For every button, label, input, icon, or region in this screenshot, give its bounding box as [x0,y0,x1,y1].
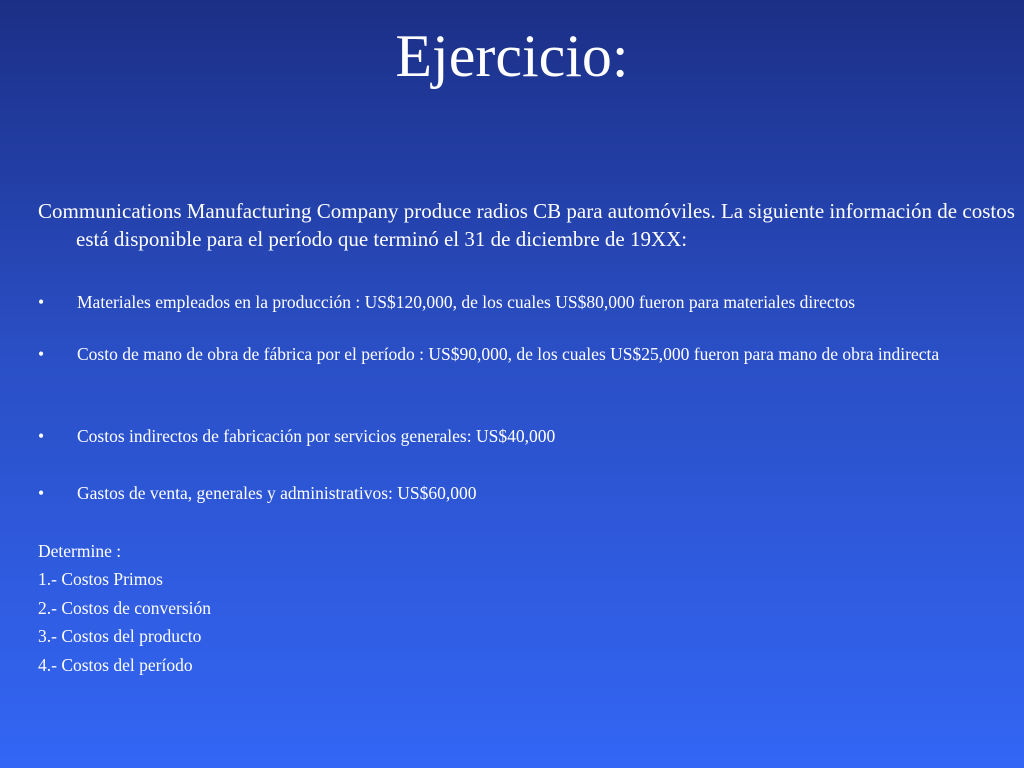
bullet-dot: • [38,344,45,364]
bullet-text-materiales: Materiales empleados en la producción : US$120,000, de los cuales US$80,000 fueron para materiales directos [77,292,856,312]
question-item: 4.- Costos del período [38,655,193,675]
bullet-item [38,424,968,448]
bullet-item [38,290,968,314]
intro-paragraph: Communications Manufacturing Company produce radios CB para automóviles. La siguiente información de costos está disponible para el período que terminó el 31 de diciembre de 19XX: [38,199,1015,251]
bullet-item [38,342,968,366]
bullet-text-mano-de-obra: Costo de mano de obra de fábrica por el período : US$90,000, de los cuales US$25,000 fueron para mano de obra indirecta [77,344,940,364]
bullet-dot: • [38,292,45,312]
bullet-text-costos-indirectos: Costos indirectos de fabricación por servicios generales: US$40,000 [77,426,556,446]
bullet-dot: • [38,426,45,446]
question-item: 1.- Costos Primos [38,569,163,589]
bullet-item [38,481,968,505]
question-item: 3.- Costos del producto [38,626,202,646]
bullet-dot: • [38,483,45,503]
slide-title: Ejercicio: [395,23,629,89]
question-item: 2.- Costos de conversión [38,598,212,618]
bullet-text-gastos-venta: Gastos de venta, generales y administrativos: US$60,000 [77,483,477,503]
determine-label: Determine : [38,541,122,561]
